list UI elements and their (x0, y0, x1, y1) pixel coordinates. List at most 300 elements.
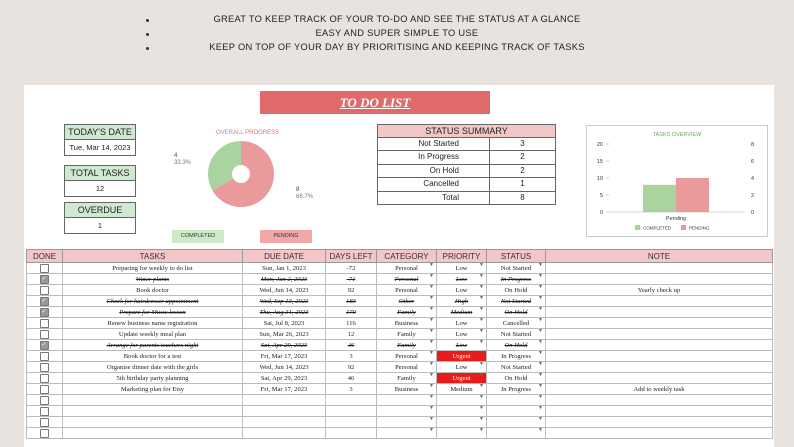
done-checkbox[interactable] (40, 275, 49, 284)
priority-cell[interactable] (437, 274, 487, 285)
column-header-status: STATUS (487, 250, 546, 263)
dropdown-arrow-icon[interactable]: ▼ (429, 406, 434, 411)
task-cell[interactable] (63, 428, 243, 439)
priority-value: Medium (450, 308, 473, 316)
done-cell (27, 318, 63, 329)
bullet-item (0, 28, 794, 42)
bullet-text: EASY AND SUPER SIMPLE TO USE (315, 28, 479, 38)
table-row (27, 395, 773, 406)
pie-pending-pct: 66.7% (296, 194, 314, 200)
task-cell[interactable]: Book doctor for a test (63, 351, 243, 362)
dropdown-arrow-icon[interactable]: ▼ (479, 395, 484, 400)
status-value: In Progress (500, 275, 532, 283)
task-cell[interactable]: Preparing for weekly to do list (63, 263, 243, 274)
status-cell[interactable] (487, 340, 546, 351)
dropdown-arrow-icon[interactable]: ▼ (538, 406, 543, 411)
column-header-days-left: DAYS LEFT (326, 250, 377, 263)
priority-cell[interactable] (437, 417, 487, 428)
table-row (27, 428, 773, 439)
status-cell[interactable] (487, 395, 546, 406)
legend-swatch-pending (681, 225, 686, 230)
dropdown-arrow-icon[interactable]: ▼ (429, 362, 434, 367)
dropdown-arrow-icon[interactable]: ▼ (429, 285, 434, 290)
done-checkbox[interactable] (40, 330, 49, 339)
due-cell[interactable] (243, 406, 326, 417)
dropdown-arrow-icon[interactable]: ▼ (538, 362, 543, 367)
today-date-box (64, 124, 136, 156)
days-cell[interactable]: 170 (326, 307, 377, 318)
y2-tick-label: 6 (751, 159, 755, 165)
status-value: Not Started (500, 363, 532, 371)
table-row (27, 351, 773, 362)
today-date-value[interactable]: Tue, Mar 14, 2023 (65, 140, 135, 155)
dropdown-arrow-icon[interactable]: ▼ (538, 329, 543, 334)
table-row (27, 384, 773, 395)
dropdown-arrow-icon[interactable]: ▼ (429, 373, 434, 378)
priority-value: Low (455, 275, 468, 283)
done-checkbox[interactable] (40, 297, 49, 306)
dropdown-arrow-icon[interactable]: ▼ (479, 406, 484, 411)
done-cell (27, 307, 63, 318)
category-value: Family (397, 374, 416, 382)
status-value: In Progress (501, 385, 531, 393)
status-row (378, 151, 555, 164)
task-cell[interactable]: Update weekly meal plan (63, 329, 243, 340)
status-cell[interactable] (487, 307, 546, 318)
note-cell[interactable] (546, 329, 773, 340)
task-cell[interactable] (63, 395, 243, 406)
task-cell[interactable]: Prepare for Music lesson (63, 307, 243, 318)
column-header-tasks: TASKS (63, 250, 243, 263)
note-cell[interactable] (546, 428, 773, 439)
dropdown-arrow-icon[interactable]: ▼ (538, 351, 543, 356)
note-cell[interactable] (546, 296, 773, 307)
priority-cell[interactable] (437, 395, 487, 406)
dropdown-arrow-icon[interactable]: ▼ (538, 384, 543, 389)
category-cell[interactable] (377, 329, 437, 340)
days-cell[interactable]: -71 (326, 274, 377, 285)
category-cell[interactable] (377, 263, 437, 274)
done-cell (27, 329, 63, 340)
status-row-value: 8 (520, 192, 525, 202)
dropdown-arrow-icon[interactable]: ▼ (479, 351, 484, 356)
bar-completed (643, 185, 676, 212)
note-cell[interactable] (546, 406, 773, 417)
category-cell[interactable] (377, 307, 437, 318)
note-cell[interactable] (546, 373, 773, 384)
task-cell[interactable]: Marketing plan for Etsy (63, 384, 243, 395)
category-cell[interactable] (377, 340, 437, 351)
dropdown-arrow-icon[interactable]: ▼ (479, 318, 484, 323)
total-tasks-value[interactable]: 12 (65, 181, 135, 196)
note-cell[interactable] (546, 395, 773, 406)
done-checkbox[interactable] (40, 264, 49, 273)
status-cell[interactable] (487, 362, 546, 373)
due-cell[interactable] (243, 428, 326, 439)
days-cell[interactable] (326, 395, 377, 406)
dropdown-arrow-icon[interactable]: ▼ (429, 395, 434, 400)
task-cell[interactable]: Water plants (63, 274, 243, 285)
legend-label-completed: COMPLETED (643, 225, 672, 231)
table-row (27, 285, 773, 296)
dropdown-arrow-icon[interactable]: ▼ (429, 274, 434, 279)
status-value: Not Started (500, 297, 532, 305)
note-cell[interactable] (546, 263, 773, 274)
status-row-value: 2 (520, 165, 525, 175)
days-cell[interactable] (326, 406, 377, 417)
done-cell (27, 285, 63, 296)
dropdown-arrow-icon[interactable]: ▼ (479, 285, 484, 290)
due-cell[interactable]: Sat, Apr 29, 2023 (243, 373, 326, 384)
category-value: Family (397, 341, 416, 349)
category-cell[interactable] (377, 285, 437, 296)
note-cell[interactable] (546, 340, 773, 351)
priority-value: Urgent (452, 352, 471, 360)
days-cell[interactable]: 92 (326, 362, 377, 373)
task-cell[interactable]: Organise dinner date with the girls (63, 362, 243, 373)
status-row (378, 165, 555, 178)
status-row (378, 138, 555, 151)
status-value: Not Started (500, 264, 532, 272)
overdue-label: OVERDUE (65, 203, 135, 218)
dropdown-arrow-icon[interactable]: ▼ (479, 417, 484, 422)
pie-pending-label (296, 187, 313, 201)
task-cell[interactable]: 5th birthday party planning (63, 373, 243, 384)
category-value: Family (397, 308, 416, 316)
done-checkbox[interactable] (40, 418, 49, 427)
column-header-done: DONE (27, 250, 63, 263)
dropdown-arrow-icon[interactable]: ▼ (479, 373, 484, 378)
priority-cell[interactable] (437, 318, 487, 329)
task-cell[interactable] (63, 417, 243, 428)
days-cell[interactable]: -72 (326, 263, 377, 274)
status-cell[interactable] (487, 296, 546, 307)
status-cell[interactable] (487, 428, 546, 439)
note-cell[interactable] (546, 307, 773, 318)
category-value: Family (397, 330, 416, 338)
status-value: Not Started (500, 330, 532, 338)
done-checkbox[interactable] (40, 396, 49, 405)
done-checkbox[interactable] (40, 341, 49, 350)
days-cell[interactable]: 92 (326, 285, 377, 296)
note-cell[interactable] (546, 318, 773, 329)
due-cell[interactable]: Sat, Jul 8, 2023 (243, 318, 326, 329)
category-value: Personal (395, 286, 418, 294)
legend-pending: PENDING (260, 230, 312, 243)
tasks-overview-chart (586, 125, 768, 237)
status-row-label: Cancelled (378, 178, 490, 190)
done-cell (27, 362, 63, 373)
legend-completed: COMPLETED (172, 230, 224, 243)
priority-value: Urgent (452, 374, 471, 382)
dropdown-arrow-icon[interactable]: ▼ (538, 428, 543, 433)
y2-tick-label: 0 (751, 210, 755, 216)
category-cell[interactable] (377, 406, 437, 417)
status-row-value: 3 (520, 139, 525, 148)
dropdown-arrow-icon[interactable]: ▼ (538, 285, 543, 290)
priority-cell[interactable] (437, 362, 487, 373)
dropdown-arrow-icon[interactable]: ▼ (429, 384, 434, 389)
table-row (27, 362, 773, 373)
category-value: Personal (395, 352, 418, 360)
days-cell[interactable]: 46 (326, 340, 377, 351)
dropdown-arrow-icon[interactable]: ▼ (538, 340, 543, 345)
category-cell[interactable] (377, 351, 437, 362)
status-summary (377, 124, 556, 205)
task-cell[interactable]: Book doctor (63, 285, 243, 296)
priority-value: High (454, 297, 469, 305)
priority-value: Low (455, 363, 468, 371)
done-cell (27, 417, 63, 428)
note-cell[interactable] (546, 274, 773, 285)
category-cell[interactable] (377, 296, 437, 307)
bullet-dot-icon (146, 33, 149, 36)
dropdown-arrow-icon[interactable]: ▼ (429, 417, 434, 422)
priority-cell[interactable] (437, 329, 487, 340)
priority-cell[interactable] (437, 373, 487, 384)
done-cell (27, 384, 63, 395)
y-tick-label: 5 (599, 193, 603, 199)
done-checkbox[interactable] (40, 308, 49, 317)
priority-cell[interactable] (437, 428, 487, 439)
progress-title: OVERALL PROGRESS (216, 130, 280, 136)
status-row-label: Total (378, 192, 490, 204)
category-cell[interactable] (377, 384, 437, 395)
task-cell[interactable] (63, 406, 243, 417)
status-cell[interactable] (487, 417, 546, 428)
dropdown-arrow-icon[interactable]: ▼ (479, 362, 484, 367)
done-cell (27, 406, 63, 417)
status-row (378, 178, 555, 191)
category-cell[interactable] (377, 428, 437, 439)
pie-completed-count: 4 (174, 153, 178, 159)
due-cell[interactable] (243, 395, 326, 406)
status-cell[interactable] (487, 373, 546, 384)
done-checkbox[interactable] (40, 319, 49, 328)
table-row (27, 373, 773, 384)
bullet-dot-icon (146, 47, 149, 50)
dropdown-arrow-icon[interactable]: ▼ (538, 373, 543, 378)
status-value: On Hold (504, 286, 528, 294)
dropdown-arrow-icon[interactable]: ▼ (429, 351, 434, 356)
note-cell[interactable] (546, 351, 773, 362)
status-row-label: Not Started (378, 138, 490, 150)
table-row (27, 318, 773, 329)
category-cell[interactable] (377, 274, 437, 285)
dropdown-arrow-icon[interactable]: ▼ (479, 384, 484, 389)
done-checkbox[interactable] (40, 374, 49, 383)
category-cell[interactable] (377, 395, 437, 406)
dropdown-arrow-icon[interactable]: ▼ (479, 428, 484, 433)
due-cell[interactable] (243, 417, 326, 428)
table-row (27, 307, 773, 318)
category-value: Business (394, 319, 419, 327)
table-row (27, 263, 773, 274)
tasks-table (26, 249, 773, 439)
total-tasks-box (64, 165, 136, 197)
dropdown-arrow-icon[interactable]: ▼ (479, 274, 484, 279)
x-category-label: Pending (665, 216, 687, 222)
due-cell[interactable]: Wed, Jun 14, 2023 (243, 362, 326, 373)
dropdown-arrow-icon[interactable]: ▼ (538, 318, 543, 323)
dropdown-arrow-icon[interactable]: ▼ (479, 340, 484, 345)
status-cell[interactable] (487, 285, 546, 296)
pie-hole (232, 165, 250, 183)
due-cell[interactable]: Sun, Mar 26, 2023 (243, 329, 326, 340)
status-value: On Hold (504, 374, 528, 382)
done-checkbox[interactable] (40, 429, 49, 438)
done-checkbox[interactable] (40, 286, 49, 295)
task-cell[interactable]: Renew business name registration (63, 318, 243, 329)
done-checkbox[interactable] (40, 363, 49, 372)
done-checkbox[interactable] (40, 385, 49, 394)
status-summary-title: STATUS SUMMARY (378, 125, 555, 138)
dropdown-arrow-icon[interactable]: ▼ (538, 274, 543, 279)
dropdown-arrow-icon[interactable]: ▼ (429, 329, 434, 334)
due-cell[interactable]: Sat, Apr 29, 2023 (243, 340, 326, 351)
overdue-value[interactable]: 1 (65, 218, 135, 233)
done-cell (27, 373, 63, 384)
status-cell[interactable] (487, 318, 546, 329)
status-cell[interactable] (487, 351, 546, 362)
priority-cell[interactable] (437, 296, 487, 307)
done-cell (27, 274, 63, 285)
category-cell[interactable] (377, 417, 437, 428)
done-checkbox[interactable] (40, 407, 49, 416)
status-cell[interactable] (487, 274, 546, 285)
priority-value: Low (455, 286, 468, 294)
priority-cell[interactable] (437, 307, 487, 318)
dropdown-arrow-icon[interactable]: ▼ (538, 307, 543, 312)
done-cell (27, 296, 63, 307)
dropdown-arrow-icon[interactable]: ▼ (479, 296, 484, 301)
due-cell[interactable]: Sun, Jan 1, 2023 (243, 263, 326, 274)
overdue-box (64, 202, 136, 234)
status-row-label: On Hold (378, 165, 490, 177)
y-tick-label: 10 (596, 176, 603, 182)
category-cell[interactable] (377, 373, 437, 384)
due-cell[interactable]: Fri, Mar 17, 2023 (243, 384, 326, 395)
dropdown-arrow-icon[interactable]: ▼ (538, 395, 543, 400)
dropdown-arrow-icon[interactable]: ▼ (538, 296, 543, 301)
y-tick-label: 20 (596, 142, 603, 148)
dropdown-arrow-icon[interactable]: ▼ (538, 263, 543, 268)
days-cell[interactable]: 3 (326, 351, 377, 362)
status-cell[interactable] (487, 406, 546, 417)
days-cell[interactable]: 12 (326, 329, 377, 340)
priority-cell[interactable] (437, 285, 487, 296)
feature-bullets (0, 14, 794, 56)
pie-completed-label (174, 153, 191, 167)
dropdown-arrow-icon[interactable]: ▼ (429, 307, 434, 312)
bullet-item (0, 42, 794, 56)
category-value: Personal (395, 264, 418, 272)
dropdown-arrow-icon[interactable]: ▼ (479, 329, 484, 334)
today-date-label: TODAY'S DATE (65, 125, 135, 140)
days-cell[interactable] (326, 428, 377, 439)
legend-swatch-completed (635, 225, 640, 230)
priority-cell[interactable] (437, 351, 487, 362)
y-tick-label: 0 (599, 210, 603, 216)
days-cell[interactable] (326, 417, 377, 428)
days-cell[interactable]: 46 (326, 373, 377, 384)
done-cell (27, 428, 63, 439)
bullet-text: KEEP ON TOP OF YOUR DAY BY PRIORITISING AND KEEPING TRACK OF TASKS (209, 42, 585, 52)
total-tasks-label: TOTAL TASKS (65, 166, 135, 181)
status-row-value: 1 (520, 179, 525, 189)
priority-value: Low (455, 330, 468, 338)
note-cell[interactable]: Add to weekly task (546, 384, 773, 395)
dropdown-arrow-icon[interactable]: ▼ (429, 296, 434, 301)
dropdown-arrow-icon[interactable]: ▼ (479, 307, 484, 312)
y2-tick-label: 8 (751, 142, 755, 148)
status-cell[interactable] (487, 329, 546, 340)
progress-pie-chart (206, 139, 276, 214)
category-value: Personal (394, 275, 419, 283)
done-cell (27, 263, 63, 274)
days-cell[interactable]: 116 (326, 318, 377, 329)
priority-cell[interactable] (437, 406, 487, 417)
dropdown-arrow-icon[interactable]: ▼ (429, 340, 434, 345)
category-cell[interactable] (377, 362, 437, 373)
dropdown-arrow-icon[interactable]: ▼ (429, 318, 434, 323)
pie-completed-pct: 33.3% (174, 160, 192, 166)
dropdown-arrow-icon[interactable]: ▼ (429, 428, 434, 433)
due-cell[interactable]: Wed, Sep 13, 2023 (243, 296, 326, 307)
status-cell[interactable] (487, 384, 546, 395)
days-cell[interactable]: 3 (326, 384, 377, 395)
column-header-due-date: DUE DATE (243, 250, 326, 263)
dropdown-arrow-icon[interactable]: ▼ (479, 263, 484, 268)
category-value: Business (394, 385, 419, 393)
note-cell[interactable] (546, 417, 773, 428)
note-cell[interactable]: Yearly check up (546, 285, 773, 296)
due-cell[interactable]: Thu, Aug 31, 2023 (243, 307, 326, 318)
task-cell[interactable]: Check for hairdresser appointment (63, 296, 243, 307)
spreadsheet (24, 85, 774, 447)
priority-cell[interactable] (437, 263, 487, 274)
column-header-note: NOTE (546, 250, 773, 263)
dropdown-arrow-icon[interactable]: ▼ (538, 417, 543, 422)
status-row-value: 2 (520, 152, 525, 162)
task-cell[interactable]: Arrange for parents teachers night (63, 340, 243, 351)
status-value: On Hold (504, 308, 528, 316)
table-row (27, 340, 773, 351)
y-tick-label: 15 (596, 159, 603, 165)
pie-pending-count: 8 (296, 187, 300, 193)
status-value: Cancelled (502, 319, 530, 327)
status-row (378, 192, 555, 204)
status-row-label: In Progress (378, 151, 490, 163)
due-cell[interactable]: Fri, Mar 17, 2023 (243, 351, 326, 362)
priority-cell[interactable] (437, 340, 487, 351)
status-cell[interactable] (487, 263, 546, 274)
note-cell[interactable] (546, 362, 773, 373)
bullet-item (0, 14, 794, 28)
priority-value: Low (455, 319, 468, 327)
category-cell[interactable] (377, 318, 437, 329)
table-row (27, 296, 773, 307)
done-checkbox[interactable] (40, 352, 49, 361)
priority-cell[interactable] (437, 384, 487, 395)
due-cell[interactable]: Mon, Jan 2, 2023 (243, 274, 326, 285)
days-cell[interactable]: 183 (326, 296, 377, 307)
dropdown-arrow-icon[interactable]: ▼ (429, 263, 434, 268)
y2-tick-label: 4 (751, 176, 755, 182)
table-row (27, 417, 773, 428)
due-cell[interactable]: Wed, Jun 14, 2023 (243, 285, 326, 296)
category-value: Other (398, 297, 415, 305)
